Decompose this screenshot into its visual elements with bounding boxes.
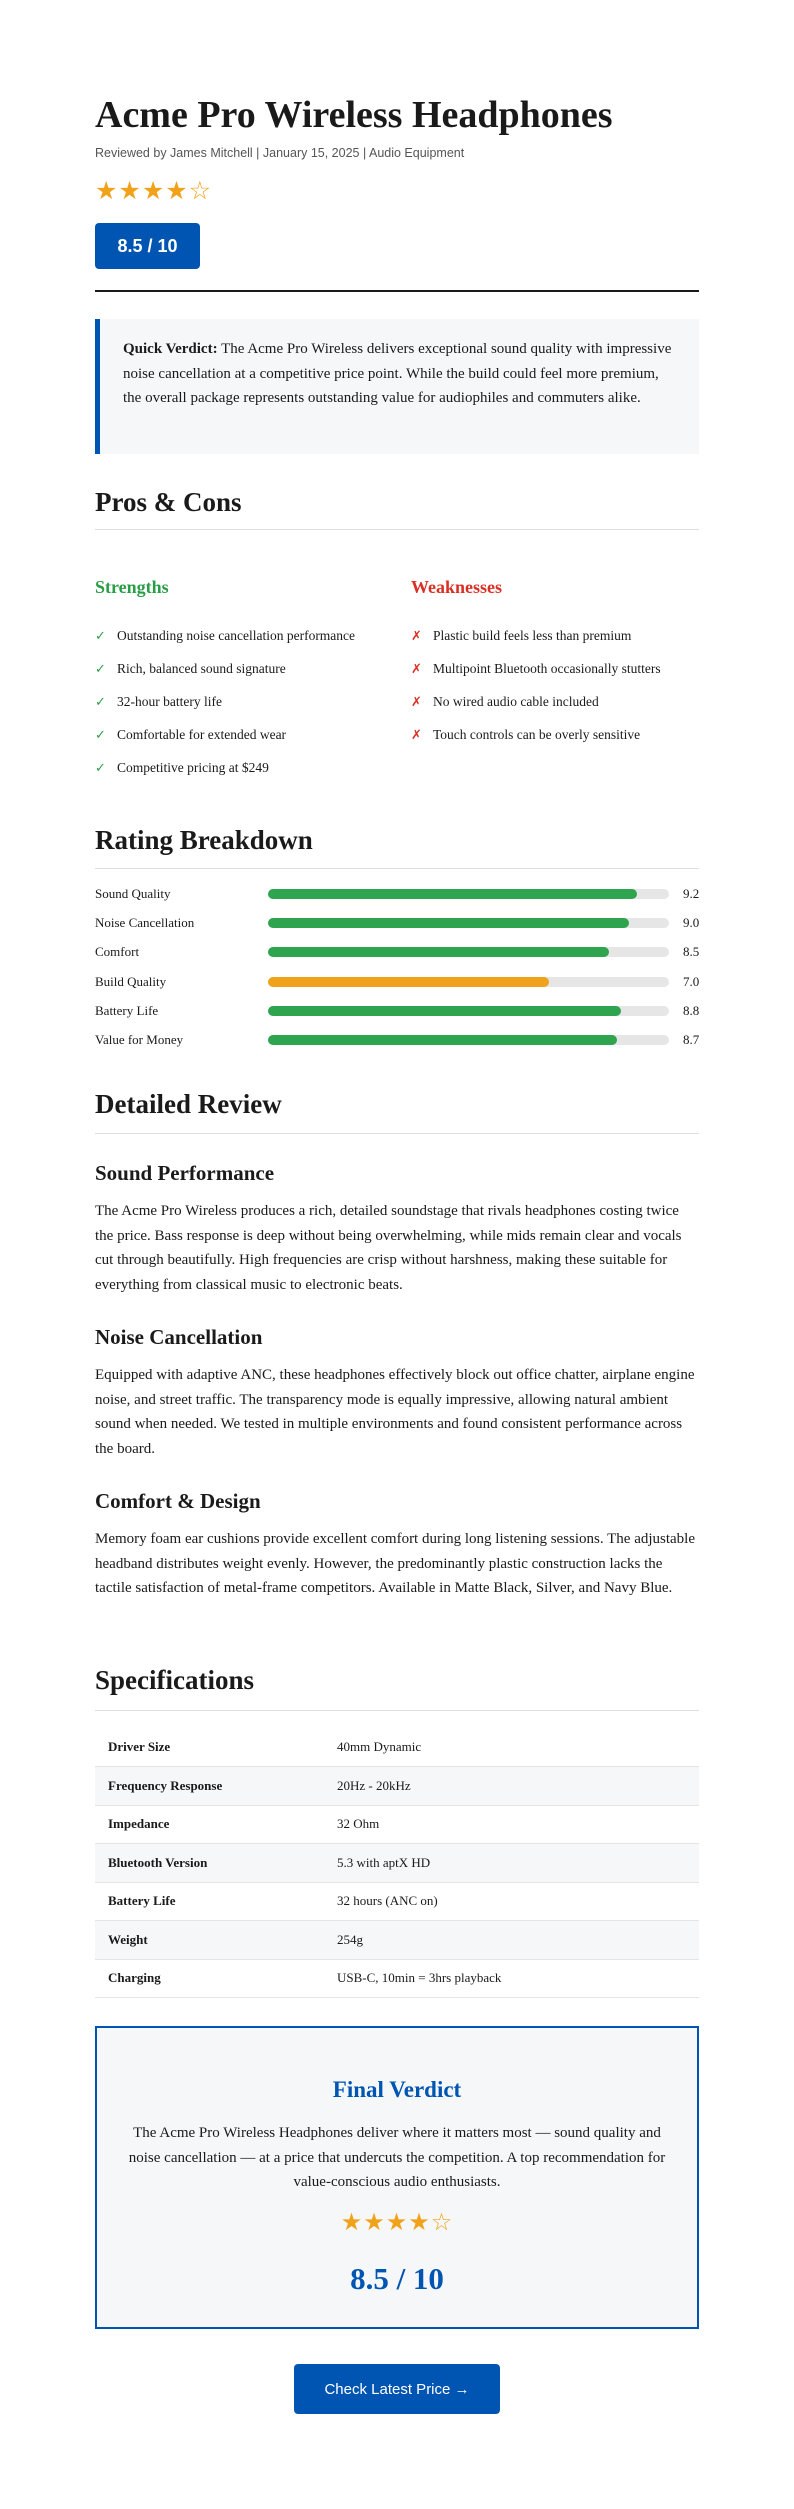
strength-text: Rich, balanced sound signature — [117, 661, 286, 676]
spec-value: 254g — [337, 1921, 699, 1960]
rating-bar-fill — [268, 977, 549, 987]
rating-row — [95, 885, 699, 903]
table-row — [95, 1805, 699, 1844]
spec-table — [95, 1728, 699, 1998]
spec-value: 32 Ohm — [337, 1805, 699, 1844]
score-badge: 8.5 / 10 — [95, 223, 200, 269]
spec-value: USB-C, 10min = 3hrs playback — [337, 1959, 699, 1998]
check-icon: ✓ — [95, 761, 106, 776]
table-row — [95, 1882, 699, 1921]
quick-verdict-label: Quick Verdict: — [123, 341, 218, 357]
strength-text: Competitive pricing at $249 — [117, 760, 269, 775]
spec-key: Frequency Response — [95, 1767, 337, 1806]
spec-key: Bluetooth Version — [95, 1844, 337, 1883]
specifications-heading: Specifications — [95, 1665, 254, 1695]
page-title: Acme Pro Wireless Headphones — [95, 94, 613, 136]
spec-key: Driver Size — [95, 1728, 337, 1767]
check-icon: ✓ — [95, 728, 106, 743]
weakness-text: Plastic build feels less than premium — [433, 628, 632, 643]
rating-row — [95, 1031, 699, 1049]
table-row — [95, 1921, 699, 1960]
spec-key: Charging — [95, 1959, 337, 1998]
subsection-title: Comfort & Design — [95, 1489, 261, 1513]
rating-value: 8.8 — [683, 1003, 700, 1018]
weakness-text: No wired audio cable included — [433, 694, 599, 709]
list-item — [411, 627, 631, 646]
strength-text: Outstanding noise cancellation performance — [117, 628, 356, 643]
list-item — [95, 627, 355, 646]
table-row — [95, 1959, 699, 1998]
weakness-text: Touch controls can be overly sensitive — [433, 727, 641, 742]
rating-bar-track — [268, 1035, 669, 1045]
rating-label: Sound Quality — [95, 886, 171, 901]
spec-value: 20Hz - 20kHz — [337, 1767, 699, 1806]
rating-label: Noise Cancellation — [95, 915, 195, 930]
spec-key: Battery Life — [95, 1882, 337, 1921]
list-item — [95, 759, 269, 778]
final-verdict-box — [95, 2026, 699, 2329]
rating-row — [95, 1002, 699, 1020]
check-icon: ✓ — [95, 629, 106, 644]
rating-label: Comfort — [95, 944, 140, 959]
detailed-review-heading: Detailed Review — [95, 1089, 282, 1119]
rating-bar-fill — [268, 1006, 621, 1016]
rating-value: 7.0 — [683, 974, 700, 989]
section-divider — [95, 868, 699, 869]
subsection-text: Equipped with adaptive ANC, these headphones effectively block out office chatter, airplane engine noise, and street traffic. The transparency mode is equally impressive, allowing natural ambient sound when needed. We tested in multiple environments and found consistent performance across the board. — [95, 1367, 695, 1457]
final-score: 8.5 / 10 — [350, 2261, 444, 2296]
rating-value: 9.2 — [683, 886, 700, 901]
list-item — [411, 660, 661, 679]
rating-bar-track — [268, 1006, 669, 1016]
rating-row — [95, 943, 699, 961]
check-icon: ✓ — [95, 662, 106, 677]
list-item — [411, 693, 599, 712]
rating-bar-track — [268, 918, 669, 928]
rating-label: Battery Life — [95, 1003, 159, 1018]
cross-icon: ✗ — [411, 629, 422, 644]
list-item — [95, 726, 286, 745]
star-rating-icon: ★★★★☆ — [95, 176, 213, 205]
section-divider — [95, 529, 699, 530]
check-price-button[interactable]: Check Latest Price → — [294, 2364, 500, 2414]
rating-row — [95, 973, 699, 991]
rating-label: Build Quality — [95, 974, 167, 989]
byline: Reviewed by James Mitchell | January 15, 2025 | Audio Equipment — [95, 146, 465, 160]
section-divider — [95, 1133, 699, 1134]
rating-row — [95, 914, 699, 932]
cross-icon: ✗ — [411, 728, 422, 743]
rating-bar-track — [268, 977, 669, 987]
spec-value: 5.3 with aptX HD — [337, 1844, 699, 1883]
quick-verdict-box — [95, 319, 699, 454]
rating-label: Value for Money — [95, 1032, 184, 1047]
final-verdict-heading: Final Verdict — [332, 2077, 462, 2102]
rating-value: 9.0 — [683, 915, 700, 930]
strength-text: Comfortable for extended wear — [117, 727, 287, 742]
subsection-text: Memory foam ear cushions provide excellent comfort during long listening sessions. The adjustable headband distributes weight evenly. However, the predominantly plastic construction lacks the tactile satisfaction of metal-frame competitors. Available in Matte Black, Silver, and Navy Blue. — [95, 1531, 696, 1596]
subsection-title: Sound Performance — [95, 1161, 275, 1185]
rating-bar-fill — [268, 1035, 617, 1045]
rating-value: 8.7 — [683, 1032, 700, 1047]
spec-key: Impedance — [95, 1805, 337, 1844]
table-row — [95, 1844, 699, 1883]
weakness-text: Multipoint Bluetooth occasionally stutters — [433, 661, 661, 676]
final-verdict-text: The Acme Pro Wireless Headphones deliver where it matters most — sound quality and noise cancellation — at a price that undercuts the competition. A top recommendation for value-conscious audio enthusiasts. — [128, 2125, 666, 2190]
check-icon: ✓ — [95, 695, 106, 710]
rating-value: 8.5 — [683, 944, 700, 959]
spec-value: 32 hours (ANC on) — [337, 1882, 699, 1921]
list-item — [95, 693, 222, 712]
subsection-text: The Acme Pro Wireless produces a rich, detailed soundstage that rivals headphones costing twice the price. Bass response is deep without being overwhelming, while mids remain clear and vocals cut through beautifully. High frequencies are crisp without harshness, making these suitable for everything from classical music to electronic beats. — [95, 1203, 682, 1293]
spec-key: Weight — [95, 1921, 337, 1960]
cross-icon: ✗ — [411, 662, 422, 677]
table-row — [95, 1767, 699, 1806]
table-row — [95, 1728, 699, 1767]
rating-breakdown-heading: Rating Breakdown — [95, 825, 313, 855]
rating-bar-track — [268, 889, 669, 899]
weaknesses-heading: Weaknesses — [411, 577, 503, 597]
rating-bar-fill — [268, 947, 609, 957]
list-item — [411, 726, 640, 745]
spec-value: 40mm Dynamic — [337, 1728, 699, 1767]
quick-verdict-text: The Acme Pro Wireless delivers exceptional sound quality with impressive noise cancellation at a competitive price point. While the build could feel more premium, the overall package represents outstanding value for audiophiles and commuters alike. — [123, 341, 672, 406]
rating-bar-fill — [268, 889, 637, 899]
rating-bar-track — [268, 947, 669, 957]
rating-bar-fill — [268, 918, 629, 928]
pros-cons-heading: Pros & Cons — [95, 487, 242, 517]
section-divider — [95, 1710, 699, 1711]
star-rating-icon: ★★★★☆ — [340, 2208, 454, 2236]
header-divider — [95, 290, 699, 292]
subsection-title: Noise Cancellation — [95, 1325, 263, 1349]
list-item — [95, 660, 286, 679]
cross-icon: ✗ — [411, 695, 422, 710]
strength-text: 32-hour battery life — [117, 694, 222, 709]
strengths-heading: Strengths — [95, 577, 169, 597]
